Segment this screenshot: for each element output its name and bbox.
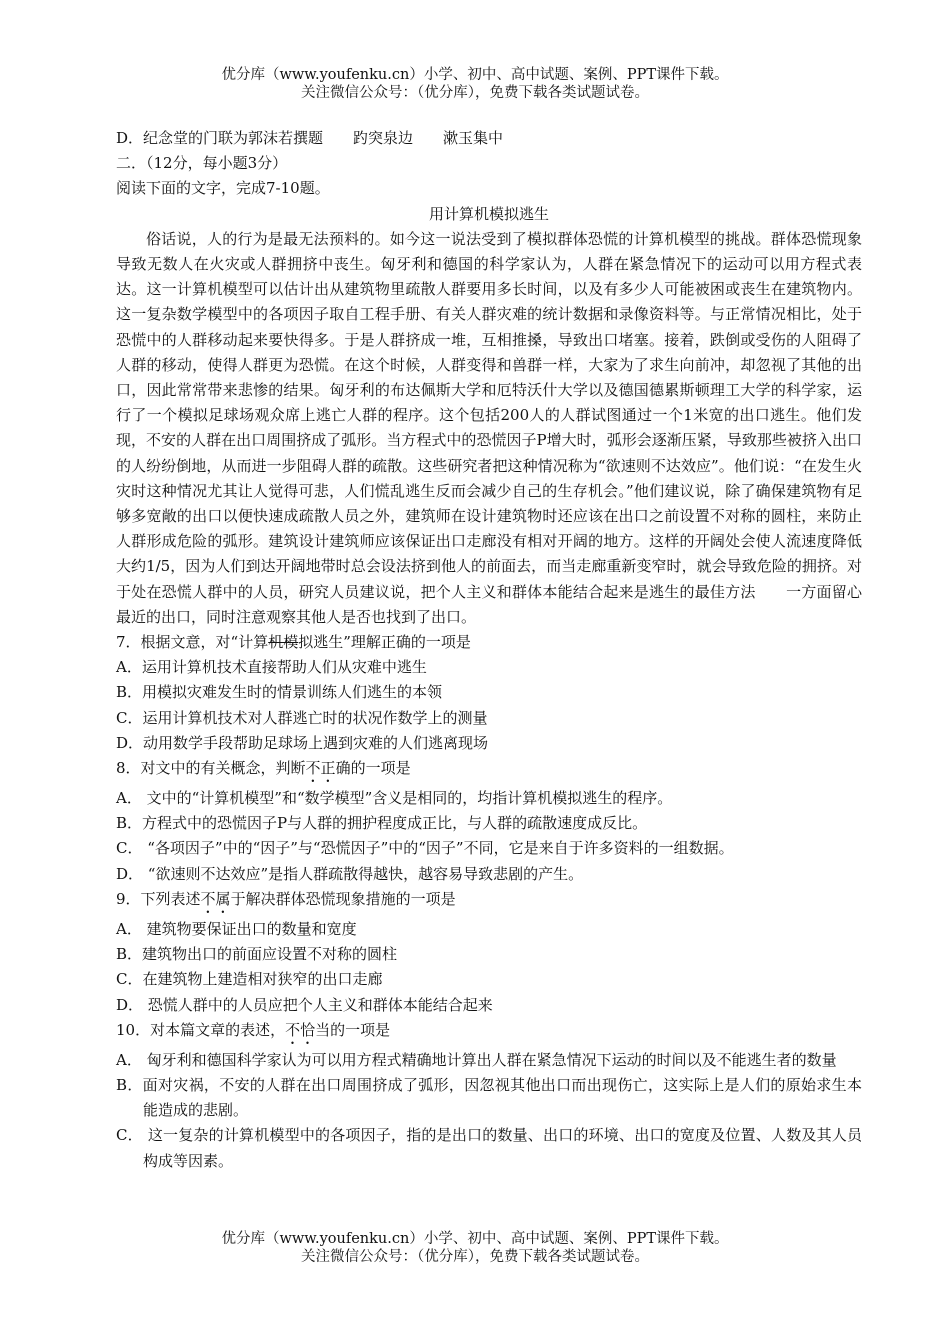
option-d: D． “欲速则不达效应”是指人群疏散得越快，越容易导致悲剧的产生。 xyxy=(116,864,584,883)
option-d: D． 恐慌人群中的人员应把个人主义和群体本能结合起来 xyxy=(116,995,493,1014)
question-stem: 9．下列表述不属于解决群体恐慌现象措施的一项是 xyxy=(116,889,456,908)
question-stem: 8．对文中的有关概念，判断不正确的一项是 xyxy=(116,759,411,778)
question-7 xyxy=(116,630,862,756)
article-body: 俗话说，人的行为是最无法预料的。如今这一说法受到了模拟群体恐慌的计算机模型的挑战。群体恐慌现象导致无数人在火灾或人群拥挤中丧生。匈牙利和德国的科学家认为，人群在紧急情况下的运动可以用方程式表达。这一计算机模型可以估计出从建筑物里疏散人群要用多长时间，以及有多少人可能被困或丧生在建筑物内。这一复杂数学模型中的各项因子取自工程手册、有关人群灾难的统计数据和录像资料等。与正常情况相比，处于恐慌中的人群移动起来要快得多。于是人群挤成一堆，互相推搡，导致出口堵塞。接着，跌倒或受伤的人阻碍了人群的移动，使得人群更为恐慌。在这个时候，人群变得和兽群一样，大家为了求生向前冲，却忽视了其他的出口，因此常常带来悲惨的结果。匈牙利的布达佩斯大学和厄特沃什大学以及德国德累斯顿理工大学的科学家，运行了一个模拟足球场观众席上逃亡人群的程序。这个包括200人的人群试图通过一个1米宽的出口逃生。他们发现，不安的人群在出口周围挤成了弧形。当方程式中的恐慌因子P增大时，弧形会逐渐压紧，导致那些被挤入出口的人纷纷倒地，从而进一步阻碍人群的疏散。这些研究者把这种情况称为“欲速则不达效应”。他们说：“在发生火灾时这种情况尤其让人觉得可悲，人们慌乱逃生反而会减少自己的生存机会。”他们建议说，除了确保建筑物有足够多宽敞的出口以便快速成疏散人员之外，建筑师在设计建筑物时还应该在出口之前设置不对称的圆柱，来防止人群形成危险的弧形。建筑设计建筑师应该保证出口走廊没有相对开阔的地方。这样的开阔处会使人流速度降低大约1/5，因为人们到达开阔地带时总会设法挤到他人的前面去，而当走廊重新变窄时，就会导致危险的拥挤。对于处在恐慌人群中的人员，研究人员建议说，把个人主义和群体本能结合起来是逃生的最佳方法 一方面留心最近的出口，同时注意观察其他人是否也找到了出口。 xyxy=(116,229,862,626)
section-heading: 二．（12分，每小题3分） xyxy=(116,154,288,173)
question-10 xyxy=(116,1018,862,1174)
header-line-1: 优分库（www.youfenku.cn）小学、初中、高中试题、案例、PPT课件下载。 xyxy=(221,67,729,83)
section-instruction: 阅读下面的文字，完成7-10题。 xyxy=(116,179,330,198)
footer-line-2: 关注微信公众号：（优分库），免费下载各类试题试卷。 xyxy=(301,1249,649,1265)
header-line-2: 关注微信公众号：（优分库），免费下载各类试题试卷。 xyxy=(301,85,649,101)
option-b: B．方程式中的恐慌因子P与人群的拥护程度成正比，与人群的疏散速度成反比。 xyxy=(116,814,648,833)
option-c: C． 这一复杂的计算机模型中的各项因子，指的是出口的数量、出口的环境、出口的宽度及位置、人数及其人员构成等因素。 xyxy=(116,1126,862,1170)
question-8 xyxy=(116,756,862,887)
page-footer xyxy=(0,1230,950,1266)
question-9 xyxy=(116,887,862,1018)
page-header xyxy=(0,66,950,102)
option-c: C． “各项因子”中的“因子”与“恐慌因子”中的“因子”不同，它是来自于许多资料的一组数据。 xyxy=(116,839,734,858)
document-body xyxy=(116,126,862,1174)
option-a: A．运用计算机技术直接帮助人们从灾难中逃生 xyxy=(116,658,427,677)
option-b: B．面对灾祸，不安的人群在出口周围挤成了弧形，因忽视其他出口而出现伤亡，这实际上是人们的原始求生本能造成的悲剧。 xyxy=(116,1075,862,1120)
article-title: 用计算机模拟逃生 xyxy=(428,204,549,223)
option-d: D．动用数学手段帮助足球场上遇到灾难的人们逃离现场 xyxy=(116,733,489,752)
question-stem: 7．根据文意，对“计算机模拟逃生”理解正确的一项是 xyxy=(116,633,471,652)
previous-option-d: D．纪念堂的门联为郭沫若撰题 趵突泉边 漱玉集中 xyxy=(116,129,504,147)
option-a: A． 文中的“计算机模型”和“数学模型”含义是相同的，均指计算机模拟逃生的程序。 xyxy=(116,789,673,808)
option-b: B．建筑物出口的前面应设置不对称的圆柱 xyxy=(116,945,398,964)
footer-line-1: 优分库（www.youfenku.cn）小学、初中、高中试题、案例、PPT课件下载。 xyxy=(221,1231,729,1247)
option-a: A． 建筑物要保证出口的数量和宽度 xyxy=(116,919,357,938)
option-c: C．在建筑物上建造相对狭窄的出口走廊 xyxy=(116,970,383,989)
option-b: B．用模拟灾难发生时的情景训练人们逃生的本领 xyxy=(116,683,443,702)
option-a: A． 匈牙利和德国科学家认为可以用方程式精确地计算出人群在紧急情况下运动的时间以及不能逃生者的数量 xyxy=(116,1050,837,1069)
question-stem: 10．对本篇文章的表述，不恰当的一项是 xyxy=(116,1020,391,1039)
option-c: C．运用计算机技术对人群逃亡时的状况作数学上的测量 xyxy=(116,708,488,727)
